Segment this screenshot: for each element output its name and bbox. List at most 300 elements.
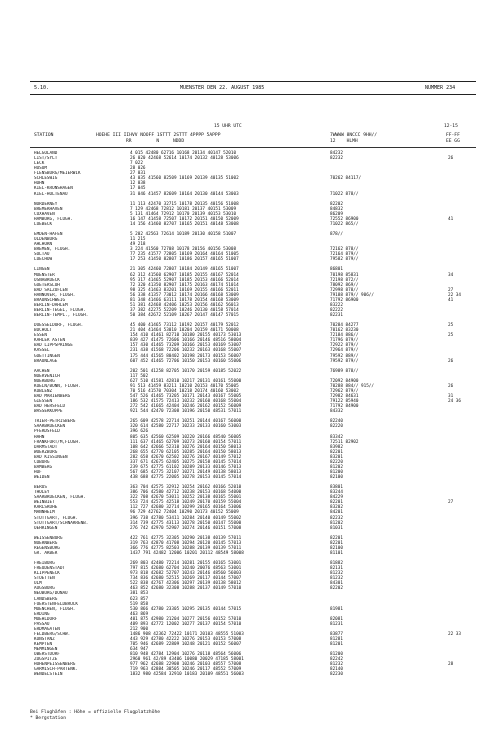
observation-codes: 27 031 [130,171,146,177]
station-name: EMDEN-HAFEN [34,232,63,237]
observation-codes: 627 510 41581 42810 10217 20131 40161 55000 [130,378,242,384]
station-name: BREMEN, FLUGH. [34,247,71,253]
supplementary-codes: 72982 84631 [330,394,359,399]
supplementary-codes: 83202 [330,505,343,511]
observation-codes: 272 542 41665 42404 10246 20162 40152 56009 [130,404,242,410]
supplementary-codes: 71022 865// [330,221,359,227]
station-name: WUERZBURG [34,449,58,455]
station-name: STUTTGART, FLUGH. [34,515,78,521]
observation-codes: 111 637 41465 62709 10273 20160 40154 57011 [130,439,242,445]
station-name: BAD LIPPSPRINGE [34,343,73,349]
observation-codes: 634 947 [130,647,149,653]
observation-codes: 3 224 41560 72708 10178 20156 40156 53008 [130,247,237,253]
station-name: BAD MARIENBERG [34,394,71,399]
supplementary-codes: 79122 85940 [330,399,359,405]
station-name: WENDELSTEIN [34,672,63,678]
station-name: FLENSBURG/MEIERWIK [34,171,81,177]
supplementary-codes: 81202 [330,520,343,526]
supplementary-codes: 72511 82902 [330,439,359,445]
station-name: LANDSBERG [34,596,58,602]
supplementary-codes: 84332 [330,409,343,415]
observation-codes: 202 501 41258 82705 10170 20159 40185 52022 [130,368,242,374]
wind-gust-codes: 25 [448,333,454,339]
supplementary-codes: 84832 [330,206,343,212]
observation-codes: 14 156 41460 82707 10165 20151 40148 53008 [130,221,239,227]
station-name: GUETERSLOH [34,282,60,288]
supplementary-codes: 72962 879// [330,388,359,394]
supplementary-codes: 76989 878// [330,368,359,374]
header-left: 5.10. [34,85,50,91]
supplementary-codes: 86209 [330,211,343,217]
station-name: MUEHLDORF [34,616,58,622]
supplementary-codes: 82242 [330,657,343,663]
station-name: GR. ARBER [34,550,58,556]
supplementary-codes: 70198 85831 [330,272,359,278]
wind-gust-codes: 41 [448,216,454,222]
station-name: COBURG [34,459,50,465]
supplementary-codes: 70288 884// 915// [330,383,374,389]
station-name: NUERBURG [34,378,55,384]
supplementary-codes: 82201 [330,535,343,541]
observation-codes: 422 761 42775 32305 10290 20138 40139 57011 [130,535,242,541]
supplementary-codes: 79592 889// [330,353,359,359]
supplementary-codes: 72198 872// [330,277,359,283]
station-name: MUENCHEN, FLUGH. [34,606,76,612]
observation-codes: 734 836 42680 52515 10269 20117 40144 57007 [130,576,242,582]
observation-codes: 319 763 42870 41708 10294 20120 40145 57013 [130,540,242,546]
station-name: KAHLER ASTEN [34,338,66,344]
station-name: BAD HERSFELD [34,404,66,410]
station-name: DARMSTADT [34,444,58,450]
observation-codes: 108 642 42666 52310 10276 20164 40150 58013 [130,444,242,450]
observation-codes: 282 658 42670 62502 10276 20167 40149 57012 [130,454,242,460]
observation-codes: 522 838 42767 42306 10297 20139 40138 58012 [130,581,242,587]
station-name: BERUS [34,485,47,491]
station-name: STUTTGART/SCHNARRENB. [34,520,89,526]
supplementary-codes: 82220 [330,459,343,465]
station-name: HANNOVER, FLUGH. [34,292,76,298]
observation-codes: 21 305 42460 72807 10184 20149 40165 51007 [130,267,239,273]
observation-codes: 21 404 41464 53010 10204 20159 40171 50008 [130,328,239,334]
station-name: BAMBERG [34,464,53,470]
observation-codes: 96 729 42762 72404 10290 20173 40152 55009 [130,510,239,516]
station-name: AUGSBURG [34,586,55,592]
station-name: OBERSTDORF [34,652,60,658]
station-name: FREUDENSTADT [34,566,66,572]
station-name: MEMMINGEN [34,647,58,653]
supplementary-codes: 81202 [330,464,343,470]
supplementary-codes: 82220 [330,424,343,430]
station-name: KIEL-HOLTENAU [34,191,68,197]
station-name: HELGOLAND [34,151,58,156]
observation-codes: 1832 980 42584 32910 10183 20109 48551 56003 [130,672,244,678]
observation-codes: 623 857 [130,596,149,602]
station-name: KLIPPENECK [34,571,60,577]
station-name: CUXHAVEN [34,211,55,217]
column-right-header-2: 12 HLMH [330,139,358,144]
supplementary-codes: 84232 [330,151,343,156]
station-name: MANNHEIM [34,510,55,516]
station-name: WEIDEN [34,475,50,480]
station-name: KIEL-KRONSHAGEN [34,186,73,192]
supplementary-codes: 82100 [330,475,343,480]
station-name: NORDERNEY [34,201,58,207]
supplementary-codes: 79188 879// 906// [330,292,374,298]
observation-codes: 386 706 42580 42712 10238 20153 40168 54000 [130,490,242,496]
station-name: BAD SALZUFLEN [34,287,68,293]
station-name: OSNABRUECK [34,277,60,283]
station-name: BRAUNSCHWEIG [34,297,66,303]
observation-codes: 49 218 [130,242,146,248]
station-name: SCHLESWIG [34,176,58,182]
supplementary-codes: 70162 83230 [330,328,359,334]
observation-codes: 973 818 42682 52707 10243 20146 48560 56003 [130,571,242,577]
station-name: FUERSTENFELDBRUCK [34,601,78,607]
wind-gust-codes: 31 [448,394,454,399]
observation-codes: 438 688 42775 22005 10278 20153 40145 57014 [130,475,242,480]
wind-gust-codes: 27 [448,287,454,293]
supplementary-codes: 81981 [330,606,343,612]
supplementary-codes: 72552 86900 [330,216,359,222]
station-name: ULM [34,581,42,587]
supplementary-codes: 72092 84900 [330,378,359,384]
supplementary-codes: 78092 869// [330,282,359,288]
supplementary-codes: 82201 [330,500,343,506]
supplementary-codes: 81882 [330,561,343,567]
observation-codes: 157 430 41465 73209 10166 20153 40169 53007 [130,343,242,349]
observation-codes: 797 815 42680 62704 10240 20076 48563 53001 [130,566,242,572]
supplementary-codes: 83801 [330,485,343,491]
observation-codes: 95 317 41465 52907 10185 20153 40166 52014 [130,277,239,283]
observation-codes: 7 129 42468 72812 10181 20137 40151 53009 [130,206,237,212]
observation-codes: 463 852 42680 32308 10288 20137 40149 57010 [130,586,242,592]
supplementary-codes: 70284 84277 [330,323,359,329]
supplementary-codes: 81232 [330,571,343,577]
station-name: SAARBRUECKEN [34,424,66,430]
supplementary-codes: 72164 879// [330,252,359,258]
station-name: SOLTAU [34,252,50,258]
station-name: FRANKFURT/M,FLUGH. [34,439,81,445]
column-codes-header-2: RR N NDDD [126,139,185,144]
observation-codes: 12 038 [130,181,146,187]
wind-gust-codes: 41 [448,297,454,303]
observation-codes: 839 427 41475 72606 10166 20146 48516 58004 [130,338,242,344]
station-name: GIESSEN [34,399,53,405]
column-codes-header-1: HOEHE III IIHVV NOOFF 1STTT 2STTT 4PPPP 5APPP [96,133,221,138]
observation-codes: 17 253 41450 82807 10186 20157 40165 51007 [130,257,239,263]
observation-codes: 17 045 [130,186,146,192]
supplementary-codes: 84301 [330,581,343,587]
supplementary-codes: 84201 [330,510,343,516]
observation-codes: 212 900 [130,626,149,632]
supplementary-codes: 82201 [330,540,343,546]
wind-gust-codes: 28 [448,662,454,668]
observation-codes: 314 739 42775 43113 10278 20150 40147 55000 [130,520,242,526]
station-name: WEISSENBURG [34,535,63,541]
supplementary-codes: 72184 886// [330,333,359,339]
observation-codes: 81 348 41466 63111 10178 20154 40168 53009 [130,297,239,303]
station-name: BOCHOLT [34,328,53,334]
observation-codes: 401 875 42980 21204 10277 20156 40152 57010 [130,616,242,622]
observation-codes: 112 727 42680 32714 10299 20165 40164 53006 [130,505,242,511]
supplementary-codes: 82201 [330,449,343,455]
supplementary-codes: 81200 [330,652,343,658]
wind-gust-codes: 22 34 [448,292,461,298]
supplementary-codes: 84229 [330,495,343,501]
station-name: HAHN [34,434,45,440]
observation-codes: 547 526 41465 73205 10171 20143 40167 55005 [130,394,242,399]
supplementary-codes: 71796 879// [330,338,359,344]
station-name: GARMISCH-PARTENK. [34,667,78,673]
station-name: HOHENPEISSENBERG [34,662,76,668]
observation-codes: 276 742 42970 52907 10274 20146 40151 57008 [130,525,242,531]
observation-codes: 337 671 42675 62405 10275 20158 40145 57014 [130,459,242,465]
observation-codes: 98 325 41463 83201 10169 20155 40166 52011 [130,287,239,293]
footer-note-altitude: Bei Flughäfen : Höhe = offizielle Flugplatzhöhe [30,710,160,715]
supplementary-codes: 878// [330,232,343,237]
supplementary-codes: 81231 [330,621,343,627]
supplementary-codes: 82230 [330,672,343,678]
station-name: TRIER-PETRISBERG [34,419,76,425]
supplementary-codes: 86801 [330,267,343,273]
station-name: LIST/SYLT [34,156,58,162]
report-header [30,81,476,95]
observation-codes: 4 015 42480 62716 10168 20134 40147 52010 [130,151,237,156]
supplementary-codes: 72964 879// [330,348,359,354]
observation-codes: 2960 961 42/89 43406 10080 20029 47185 58001 [130,657,244,663]
supplementary-codes: 83244 [330,490,343,496]
supplementary-codes: 71022 878// [330,191,359,197]
column-station-header: STATION [34,133,54,138]
station-name: HOF [34,469,42,475]
station-name: BREMERHAVEN [34,206,63,212]
observation-codes: 70 516 41570 70304 10218 20174 40160 53002 [130,388,239,394]
observation-codes: 269 803 42480 72214 10281 20155 40165 53001 [130,561,242,567]
station-name: WEINBIET [34,500,55,506]
station-name: LECK [34,161,45,167]
supplementary-codes: 82232 [330,156,343,162]
observation-codes: 396 738 42780 53411 10284 20140 40149 55002 [130,515,242,521]
supplementary-codes: 79592 879// [330,358,359,364]
station-name: OEHRINGEN [34,525,58,531]
station-name: OLDENBURG [34,237,58,243]
station-name: ZUGSPITZE [34,657,58,663]
header-center: MUENSTER DEN 22. AUGUST 1985 [180,85,265,91]
observation-codes: 62 312 41560 62907 10185 20155 40167 52014 [130,272,239,278]
supplementary-codes: 81101 [330,550,343,556]
observation-time-right: 12-15 [444,124,458,129]
supplementary-codes: 82081 [330,616,343,622]
station-name: LUECHOW [34,257,53,263]
station-name: BERLIN-TEGEL, FLUGH. [34,307,86,313]
station-name: LINGEN [34,267,50,273]
observation-codes: 5 202 42563 72614 10189 20130 40158 51007 [130,232,237,237]
station-name: HUSUM [34,166,47,172]
supplementary-codes: 82140 [330,667,343,673]
supplementary-codes: 81232 [330,662,343,668]
wind-gust-codes: 22 33 [448,631,461,637]
observation-codes: 719 963 42884 30505 10246 20117 48552 57009 [130,667,242,673]
supplementary-codes: 82222 [330,307,343,313]
station-name: WASSERKUPPE [34,409,63,415]
supplementary-codes: 83201 [330,454,343,460]
observation-codes: 977 962 42688 22908 10246 20103 48557 57008 [130,662,242,668]
column-ref-header-2: EE GG [446,139,460,144]
observation-codes: 519 858 [130,601,149,607]
observation-codes: 175 444 41565 80402 10198 20173 40153 56007 [130,353,242,359]
supplementary-codes: 82202 [330,586,343,592]
station-name: HOHN [34,181,45,187]
wind-gust-codes: 26 [448,383,454,389]
station-name: BRAUNLAGE [34,358,58,364]
observation-codes: 363 704 42575 32912 10254 20162 40166 52010 [130,485,242,491]
station-name: STOETTEN [34,576,55,582]
observation-codes: 607 452 41465 72706 10150 20153 40160 55006 [130,358,242,364]
supplementary-codes: 71792 84900 [330,404,359,410]
observation-codes: 409 893 42772 12002 10277 20137 40154 57010 [130,621,242,627]
supplementary-codes: 81201 [330,642,343,648]
supplementary-codes: 72998 878// [330,287,359,293]
station-name: MUENSTER [34,272,55,278]
report-number: NUMMER 234 [425,85,456,91]
station-name: NEUBURG/DONAU [34,591,68,597]
supplementary-codes: 81281 [330,637,343,642]
station-name: FELDBERG/SCHW. [34,631,71,637]
station-name: DUESSELDORF, FLUGH. [34,323,84,329]
observation-codes: 7 022 [130,161,143,167]
station-name: KOBLENZ [34,388,53,394]
observation-codes: 77 235 41577 72805 10169 20164 40164 51005 [130,252,239,258]
supplementary-codes: 81232 [330,576,343,582]
observation-codes: 1486 908 42362 72422 10171 20103 48555 51003 [130,631,244,637]
supplementary-codes: 83342 [330,434,343,440]
observation-codes: 231 438 41568 72206 10232 20163 40168 55007 [130,348,242,354]
station-name: AHLHORN [34,242,53,248]
station-name: LUEBECK [34,221,53,227]
observation-codes: 463 869 [130,611,149,617]
observation-codes: 91 513 41459 83211 10210 20153 40170 55005 [130,383,239,389]
observation-codes: 50 384 42672 52109 10267 20147 40147 57015 [130,313,239,318]
observation-codes: 51 381 42468 42406 10253 20156 40162 56013 [130,302,239,308]
observation-codes: 381 853 [130,591,149,597]
supplementary-codes: 81031 [330,525,343,531]
observation-codes: 320 614 42580 22717 10233 20133 40160 53003 [130,424,242,430]
station-name: GOETTINGEN [34,353,60,359]
station-name: REGENSBURG [34,545,60,551]
station-name: KONSTANZ [34,637,55,642]
supplementary-codes: 83222 [330,302,343,308]
wind-gust-codes: 27 [448,500,454,506]
observation-codes: 72 320 41350 82907 10175 20163 40174 51014 [130,282,239,288]
observation-codes: 186 532 41575 72413 10232 20160 40168 55004 [130,399,242,405]
station-name: PFERDSFELD [34,429,60,435]
observation-codes: 28 026 [130,166,146,172]
station-name: SAARBRUECKEN, FLUGH. [34,495,86,501]
observation-codes: 11 113 42470 32715 10178 20135 40156 51008 [130,201,239,207]
supplementary-codes: 82131 [330,566,343,572]
observation-codes: 396 626 [130,429,149,435]
footer-notes [30,710,160,722]
supplementary-codes: 72162 878// [330,247,359,253]
observation-codes: 805 635 42560 62509 10220 20166 48540 56005 [130,434,242,440]
station-name: AACHEN [34,368,50,374]
table-row [34,672,474,677]
observation-codes: 265 609 42578 22714 10251 20144 40167 56000 [130,419,242,425]
station-name: NUERNBERG [34,540,58,546]
observation-codes: 366 776 42775 82503 10288 20139 40139 57011 [130,545,242,551]
observation-codes: 553 724 42575 42518 10249 20170 40159 55004 [130,500,242,506]
station-name: ESSEN [34,333,47,339]
observation-codes: 5 131 41464 72912 10170 20139 40153 53010 [130,211,237,217]
observation-codes: 43 035 41560 82509 10169 20139 40135 51002 [130,176,239,182]
observation-codes: 239 675 42775 61102 10289 20133 40146 57013 [130,464,242,470]
station-name: ERDING [34,611,50,617]
footer-note-mountain: * Bergstation [30,716,66,721]
observation-codes: 16 147 41458 72507 10172 20151 40150 52009 [130,216,239,222]
station-name: ERDMAGATEN [34,626,60,632]
supplementary-codes: 83877 [330,631,343,637]
station-name: THOLEY [34,490,50,496]
column-right-header-1: 7WWWW 8NCCC 9HH// [330,133,378,138]
observation-codes: 26 020 42468 52614 10174 20132 40128 53006 [130,156,239,162]
supplementary-codes: 71792 86900 [330,297,359,303]
observation-codes: 705 946 42689 22809 10248 20121 40152 56007 [130,642,242,648]
header-divider [30,147,476,148]
observation-codes: 11 215 [130,237,146,243]
observation-codes: 31 046 41457 82609 10164 20130 40144 53003 [130,191,239,197]
observation-time: 15 UHR UTC [214,124,242,129]
station-name: BAD KISSINGEN [34,454,68,460]
observation-codes: 530 866 42780 23305 10295 20135 40144 57015 [130,606,242,612]
supplementary-codes: 79582 879// [330,257,359,263]
supplementary-codes: 82202 [330,201,343,207]
station-name: KEMPTEN [34,642,53,648]
observation-codes: 810 948 42784 12904 10276 20118 48564 56006 [130,652,242,658]
observation-codes: 322 708 42670 53011 10252 20138 40165 55001 [130,495,242,501]
station-name: NOERVENICH [34,373,60,379]
wind-gust-codes: 24 36 [448,399,461,405]
column-ref-header-1: FF-FF [446,133,460,138]
observation-codes: 1437 791 42482 12006 10201 20112 48549 58008 [130,550,244,556]
station-name: KARLSRUHE [34,505,58,511]
station-name: KASSEL [34,348,50,354]
wind-gust-codes: 25 [448,323,454,329]
observation-codes: 45 400 41465 73112 10192 20157 40179 52012 [130,323,239,329]
supplementary-codes: 83982 [330,444,343,450]
station-name: HAMBURG, FLUGH. [34,216,73,222]
supplementary-codes: 82240 [330,419,343,425]
observation-codes: 56 338 41357 73012 10174 20166 40168 53009 [130,292,239,298]
station-name: KOELN/BONN, FLUGH. [34,383,81,389]
supplementary-codes: 81200 [330,469,343,475]
supplementary-codes: 82231 [330,313,343,318]
wind-gust-codes: 26 [448,156,454,162]
observation-codes: 443 929 42780 42222 10276 20153 40153 57008 [130,637,242,642]
station-name: BERLIN-TEMPL., FLUGH. [34,313,89,318]
supplementary-codes: 70262 84117/ [330,176,362,182]
supplementary-codes: 82232 [330,515,343,521]
station-table [34,151,474,678]
station-name: PASSAU [34,621,50,627]
observation-codes: 268 655 42770 62105 10285 20164 40150 58013 [130,449,242,455]
wind-gust-codes: 34 [448,272,454,278]
wind-gust-codes: 26 [448,358,454,364]
observation-codes: 921 544 42470 72308 10196 20150 48531 57011 [130,409,242,415]
observation-codes: 567 685 42775 32107 10271 20149 40138 58013 [130,469,242,475]
station-name: FREIBURG [34,561,55,567]
observation-codes: 37 382 42275 52209 10246 20130 40158 57014 [130,307,239,313]
supplementary-codes: 82100 [330,545,343,551]
